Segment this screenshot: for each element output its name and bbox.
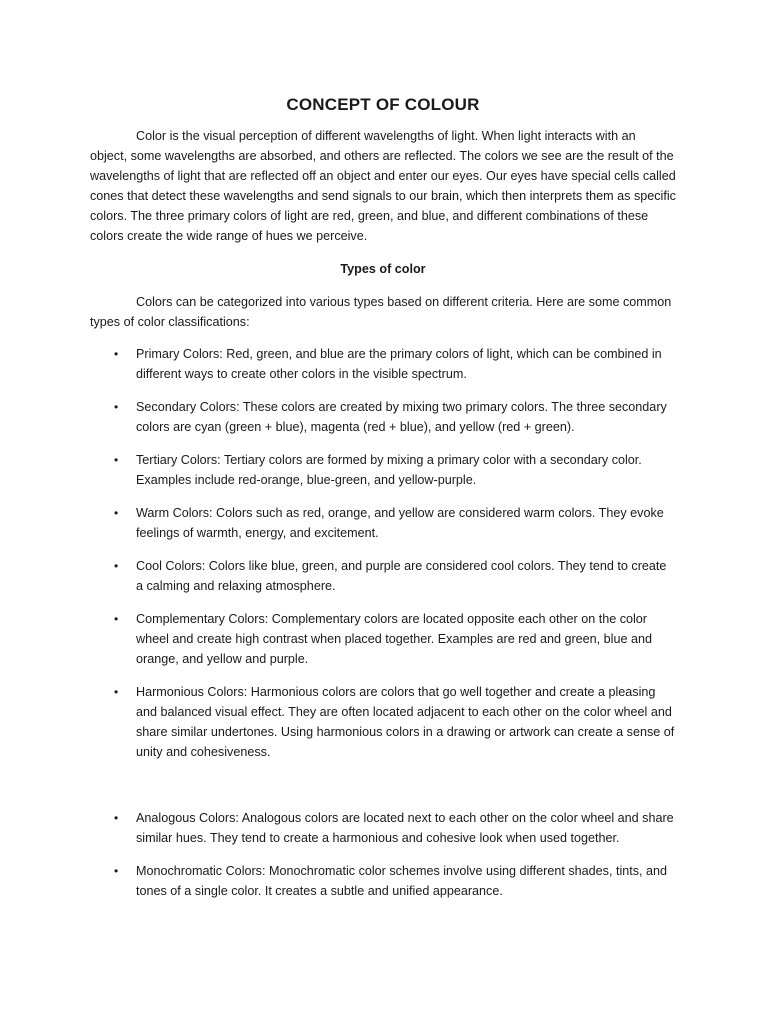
- bullet-icon: •: [114, 685, 119, 699]
- list-item-text: Harmonious Colors: Harmonious colors are colors that go well together and create a pleasing and balanced visual effect. They are often located adjacent to each other on the color wheel and share similar undertones. Using harmonious colors in a drawing or artwork can create a sense of unity and cohesiveness.: [136, 685, 675, 759]
- list-item-monochromatic-colors: [90, 861, 676, 901]
- bullet-icon: •: [114, 453, 119, 467]
- bullet-icon: •: [114, 612, 119, 626]
- list-item-text: Monochromatic Colors: Monochromatic color schemes involve using different shades, tints, and tones of a single color. It creates a subtle and unified appearance.: [136, 864, 668, 898]
- bullet-icon: •: [114, 400, 119, 414]
- list-item-text: Secondary Colors: These colors are created by mixing two primary colors. The three secondary colors are cyan (green + blue), magenta (red + blue), and yellow (red + green).: [136, 400, 667, 434]
- list-item-tertiary-colors: [90, 450, 676, 490]
- types-intro-paragraph: Colors can be categorized into various types based on different criteria. Here are some common types of color classifications:: [90, 295, 672, 329]
- page-title: CONCEPT OF COLOUR: [286, 95, 480, 114]
- list-item-primary-colors: [90, 344, 676, 384]
- list-item-analogous-colors: [90, 808, 676, 848]
- list-item-warm-colors: [90, 503, 676, 543]
- list-item-complementary-colors: [90, 609, 676, 669]
- list-item-text: Cool Colors: Colors like blue, green, and purple are considered cool colors. They tend to create a calming and relaxing atmosphere.: [136, 559, 667, 593]
- bullet-icon: •: [114, 559, 119, 573]
- bullet-icon: •: [114, 347, 119, 361]
- list-item-text: Primary Colors: Red, green, and blue are the primary colors of light, which can be combined in different ways to create other colors in the visible spectrum.: [136, 347, 662, 381]
- color-types-list: [90, 344, 676, 901]
- list-item-text: Analogous Colors: Analogous colors are located next to each other on the color wheel and share similar hues. They tend to create a harmonious and cohesive look when used together.: [136, 811, 674, 845]
- list-item-text: Tertiary Colors: Tertiary colors are formed by mixing a primary color with a secondary color. Examples include red-orange, blue-green, and yellow-purple.: [136, 453, 642, 487]
- list-item-cool-colors: [90, 556, 676, 596]
- bullet-icon: •: [114, 864, 119, 878]
- list-item-text: Complementary Colors: Complementary colors are located opposite each other on the color wheel and create high contrast when placed together. Examples are red and green, blue and orange, and yellow and purple.: [136, 612, 652, 666]
- list-item-harmonious-colors: [90, 682, 676, 762]
- bullet-icon: •: [114, 506, 119, 520]
- list-item-text: Warm Colors: Colors such as red, orange, and yellow are considered warm colors. They evoke feelings of warmth, energy, and excitement.: [136, 506, 664, 540]
- bullet-icon: •: [114, 811, 119, 825]
- list-item-secondary-colors: [90, 397, 676, 437]
- intro-paragraph: Color is the visual perception of different wavelengths of light. When light interacts with an object, some wavelengths are absorbed, and others are reflected. The colors we see are the result of the wavelengths of light that are reflected off an object and enter our eyes. Our eyes have special cells called cones that detect these wavelengths and send signals to our brain, which then interprets them as specific colors. The three primary colors of light are red, green, and blue, and different combinations of these colors create the wide range of hues we perceive.: [90, 129, 676, 243]
- section-heading-types-of-color: Types of color: [340, 262, 426, 276]
